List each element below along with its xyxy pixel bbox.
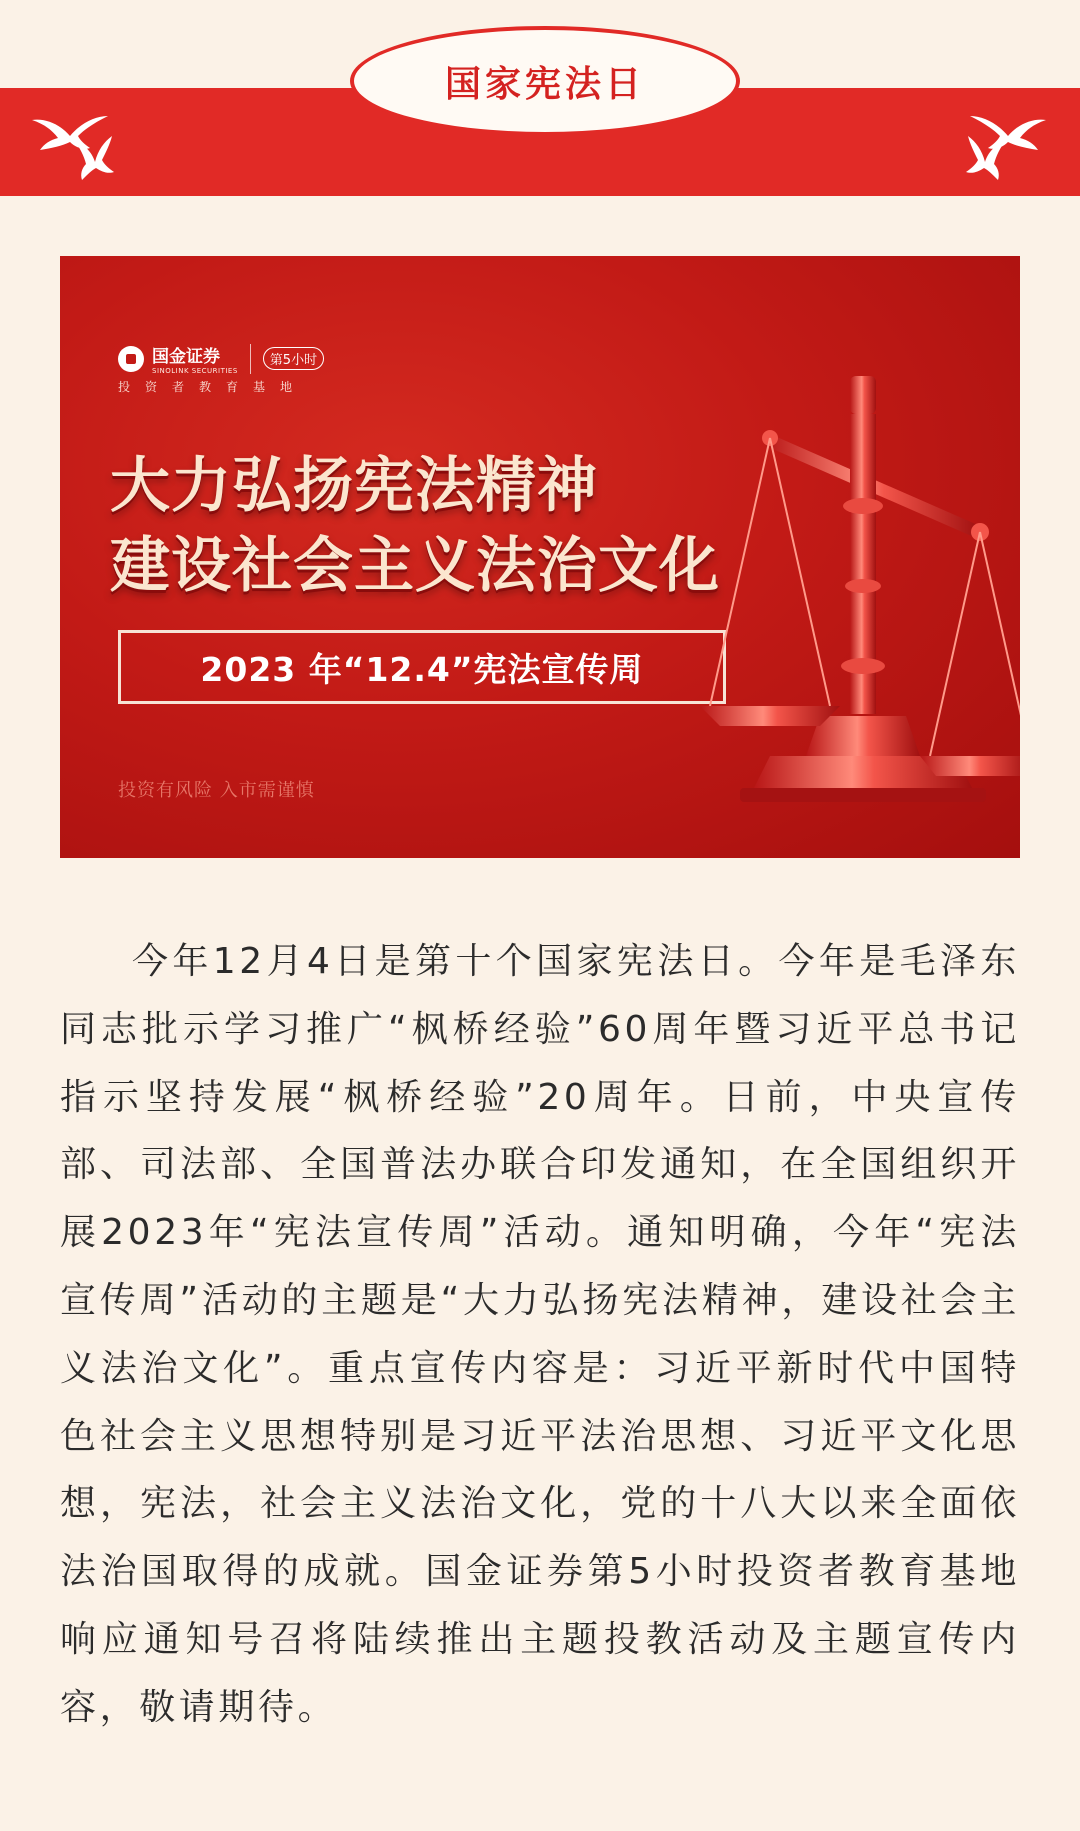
headline-line-1: 大力弘扬宪法精神 — [110, 451, 598, 521]
logo-divider — [250, 344, 251, 374]
dove-icon — [960, 134, 1010, 184]
week-label-box — [118, 630, 726, 704]
dove-icon — [70, 134, 120, 184]
promo-banner — [60, 256, 1020, 858]
company-name: 国金证券 — [152, 347, 220, 367]
section-title-badge — [350, 26, 740, 136]
scales-of-justice-icon — [700, 376, 1020, 850]
article-paragraph: 今年12月4日是第十个国家宪法日。今年是毛泽东同志批示学习推广“枫桥经验”60周年暨习近平总书记指示坚持发展“枫桥经验”20周年。日前，中央宣传部、司法部、全国普法办联合印发通知，在全国组织开展2023年“宪法宣传周”活动。通知明确，今年“宪法宣传周”活动的主题是“大力弘扬宪法精神，建设社会主义法治文化”。重点宣传内容是：习近平新时代中国特色社会主义思想特别是习近平法治思想、习近平文化思想，宪法，社会主义法治文化，党的十八大以来全面依法治国取得的成就。国金证券第5小时投资者教育基地响应通知号召将陆续推出主题投教活动及主题宣传内容，敬请期待。 — [60, 941, 1020, 1728]
section-title: 国家宪法日 — [444, 63, 645, 105]
company-logo — [118, 342, 324, 375]
headline-line-2: 建设社会主义法治文化 — [110, 531, 720, 601]
week-label: 2023 年“12.4”宪法宣传周 — [200, 649, 644, 689]
company-english-name: SINOLINK SECURITIES — [152, 367, 238, 375]
risk-notice: 投资有风险 入市需谨慎 — [118, 780, 315, 801]
company-logo-icon — [118, 346, 144, 372]
base-label: 投资者教育基地 — [118, 380, 308, 394]
partner-logo: 第5小时 — [263, 347, 324, 370]
